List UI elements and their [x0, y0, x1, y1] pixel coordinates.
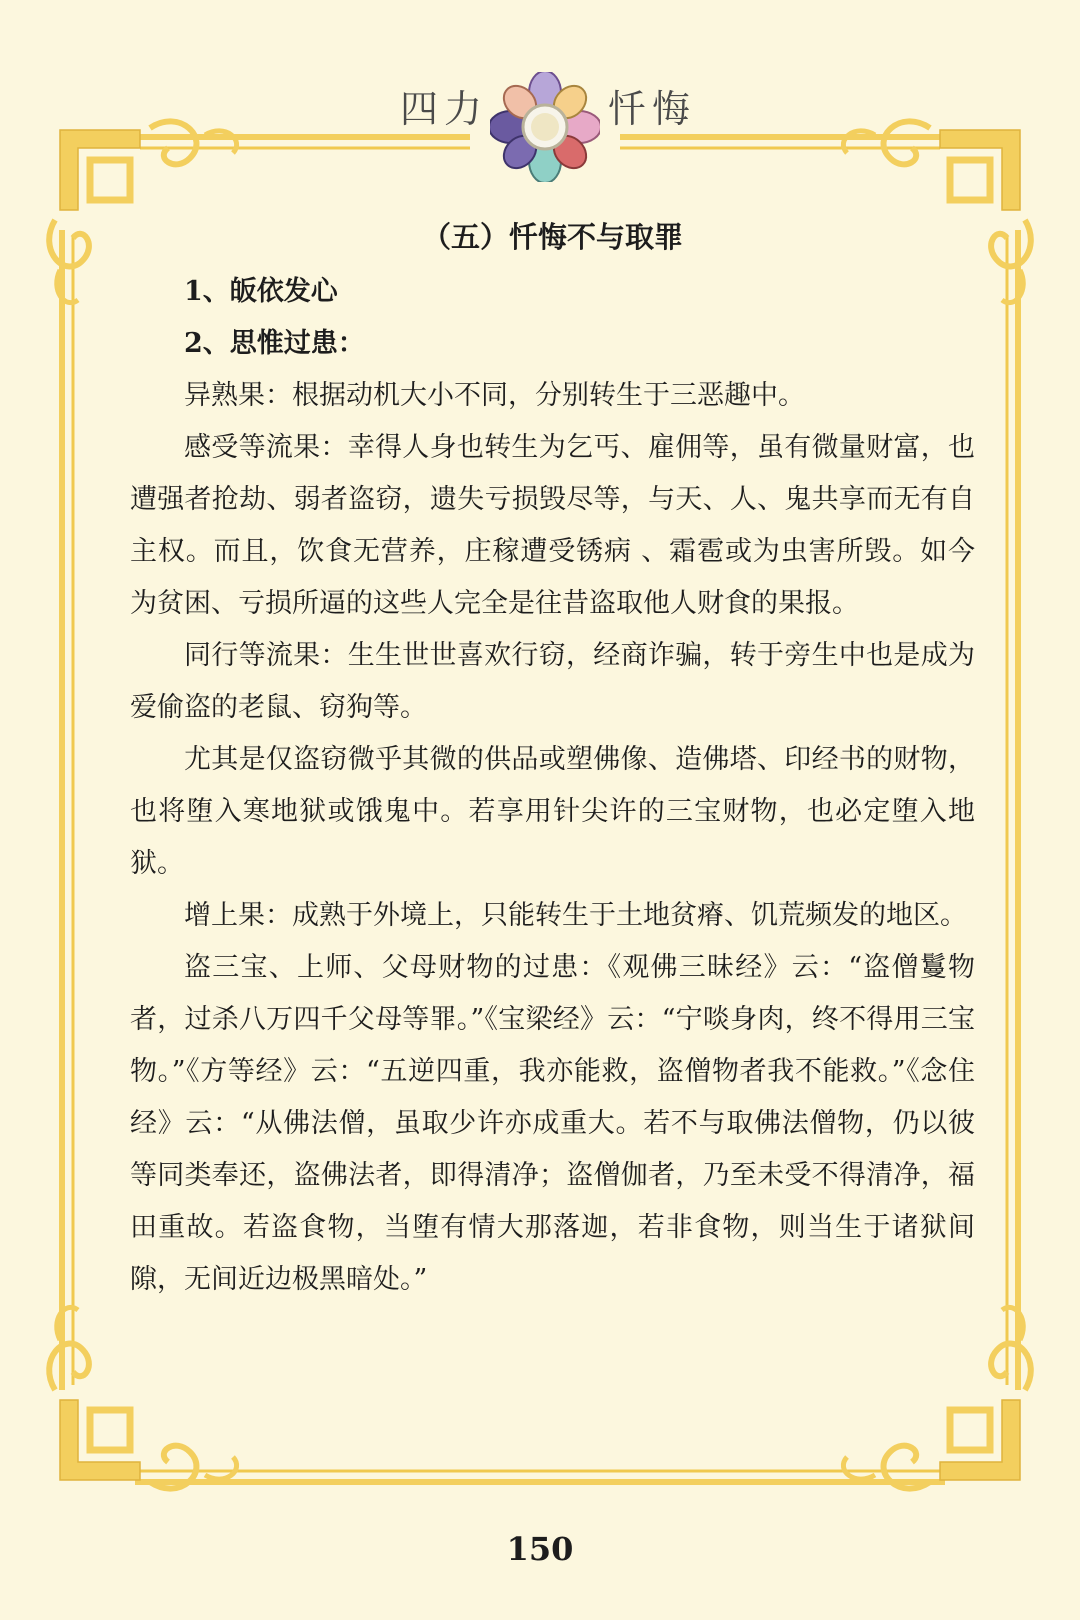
lotus-emblem-icon	[490, 72, 600, 182]
paragraph: 尤其是仅盗窃微乎其微的供品或塑佛像、造佛塔、印经书的财物，也将堕入寒地狱或饿鬼中。若享用针尖许的三宝财物，也必定堕入地狱。	[130, 744, 975, 879]
section-title: （五）忏悔不与取罪	[421, 220, 683, 254]
list-item: 1、皈依发心	[184, 276, 338, 307]
page-body	[130, 208, 975, 1306]
header-title-right: 忏悔	[608, 87, 697, 131]
paragraph: 盗三宝、上师、父母财物的过患：《观佛三昧经》云：“盗僧鬘物者，过杀八万四千父母等罪。”《宝梁经》云：“宁啖身肉，终不得用三宝物。”《方等经》云：“五逆四重，我亦能救，盗僧物者我不能救。”《念住经》云：“从佛法僧，虽取少许亦成重大。若不与取佛法僧物，仍以彼等同类奉还，盗佛法者，即得清净；盗僧伽者，乃至未受不得清净，福田重故。若盗食物，当堕有情大那落迦，若非食物，则当生于诸狱间隙，无间近边极黑暗处。”	[130, 952, 975, 1295]
header-title-left: 四力	[400, 87, 489, 131]
list-item: 2、思惟过患：	[184, 328, 365, 359]
paragraph: 异熟果：根据动机大小不同，分别转生于三恶趣中。	[184, 380, 805, 411]
page-number: 150	[506, 1530, 574, 1568]
paragraph: 增上果：成熟于外境上，只能转生于土地贫瘠、饥荒频发的地区。	[184, 900, 967, 931]
paragraph: 同行等流果：生生世世喜欢行窃，经商诈骗，转于旁生中也是成为爱偷盗的老鼠、窃狗等。	[130, 640, 975, 723]
paragraph: 感受等流果：幸得人身也转生为乞丐、雇佣等，虽有微量财富，也遭强者抢劫、弱者盗窃，遗失亏损毁尽等，与天、人、鬼共享而无有自主权。而且，饮食无营养，庄稼遭受锈病 、霜雹或为虫害所毁。如今为贫困、亏损所逼的这些人完全是往昔盗取他人财食的果报。	[130, 432, 975, 619]
